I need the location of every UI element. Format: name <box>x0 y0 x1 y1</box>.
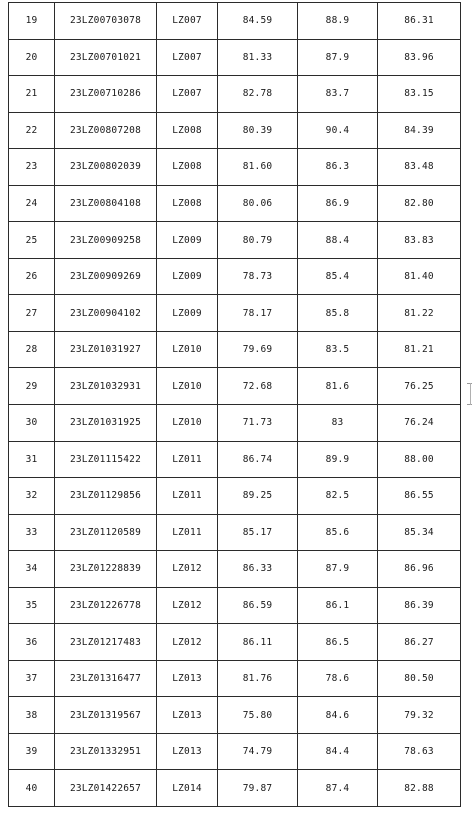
group-code-cell: LZ008 <box>157 185 218 222</box>
score-2-cell: 88.4 <box>298 222 378 259</box>
candidate-id-cell: 23LZ01031925 <box>55 405 157 442</box>
group-code-cell: LZ012 <box>157 551 218 588</box>
table-row <box>9 368 461 405</box>
candidate-id-cell: 23LZ01228839 <box>55 551 157 588</box>
table-row <box>9 295 461 332</box>
table-row <box>9 149 461 186</box>
group-code-cell: LZ007 <box>157 3 218 40</box>
row-number-cell: 27 <box>9 295 55 332</box>
total-score-cell: 81.21 <box>378 331 461 368</box>
candidate-id-cell: 23LZ01115422 <box>55 441 157 478</box>
table-row <box>9 185 461 222</box>
total-score-cell: 78.63 <box>378 733 461 770</box>
candidate-id-cell: 23LZ00703078 <box>55 3 157 40</box>
score-2-cell: 87.9 <box>298 39 378 76</box>
score-1-cell: 86.33 <box>218 551 298 588</box>
page-edge-tick <box>470 383 471 405</box>
score-1-cell: 80.79 <box>218 222 298 259</box>
score-2-cell: 85.4 <box>298 258 378 295</box>
row-number-cell: 28 <box>9 331 55 368</box>
group-code-cell: LZ009 <box>157 222 218 259</box>
table-row <box>9 697 461 734</box>
score-2-cell: 86.9 <box>298 185 378 222</box>
score-1-cell: 75.80 <box>218 697 298 734</box>
score-1-cell: 80.39 <box>218 112 298 149</box>
row-number-cell: 40 <box>9 770 55 807</box>
score-1-cell: 82.78 <box>218 76 298 113</box>
row-number-cell: 30 <box>9 405 55 442</box>
row-number-cell: 33 <box>9 514 55 551</box>
row-number-cell: 38 <box>9 697 55 734</box>
score-2-cell: 89.9 <box>298 441 378 478</box>
row-number-cell: 39 <box>9 733 55 770</box>
score-2-cell: 85.8 <box>298 295 378 332</box>
score-1-cell: 84.59 <box>218 3 298 40</box>
row-number-cell: 21 <box>9 76 55 113</box>
total-score-cell: 83.15 <box>378 76 461 113</box>
score-2-cell: 83.7 <box>298 76 378 113</box>
candidate-id-cell: 23LZ01120589 <box>55 514 157 551</box>
score-1-cell: 78.73 <box>218 258 298 295</box>
group-code-cell: LZ011 <box>157 441 218 478</box>
group-code-cell: LZ008 <box>157 149 218 186</box>
table-row <box>9 478 461 515</box>
candidate-id-cell: 23LZ01032931 <box>55 368 157 405</box>
table-row <box>9 3 461 40</box>
table-row <box>9 587 461 624</box>
score-2-cell: 90.4 <box>298 112 378 149</box>
score-1-cell: 89.25 <box>218 478 298 515</box>
score-2-cell: 78.6 <box>298 660 378 697</box>
score-1-cell: 86.59 <box>218 587 298 624</box>
row-number-cell: 34 <box>9 551 55 588</box>
group-code-cell: LZ011 <box>157 514 218 551</box>
row-number-cell: 31 <box>9 441 55 478</box>
row-number-cell: 19 <box>9 3 55 40</box>
row-number-cell: 22 <box>9 112 55 149</box>
score-1-cell: 78.17 <box>218 295 298 332</box>
total-score-cell: 81.22 <box>378 295 461 332</box>
total-score-cell: 83.48 <box>378 149 461 186</box>
group-code-cell: LZ013 <box>157 660 218 697</box>
group-code-cell: LZ007 <box>157 76 218 113</box>
group-code-cell: LZ010 <box>157 368 218 405</box>
candidate-id-cell: 23LZ01129856 <box>55 478 157 515</box>
table-row <box>9 660 461 697</box>
score-1-cell: 81.76 <box>218 660 298 697</box>
row-number-cell: 25 <box>9 222 55 259</box>
table-row <box>9 733 461 770</box>
score-1-cell: 86.74 <box>218 441 298 478</box>
score-2-cell: 87.9 <box>298 551 378 588</box>
group-code-cell: LZ010 <box>157 331 218 368</box>
table-row <box>9 441 461 478</box>
candidate-id-cell: 23LZ00904102 <box>55 295 157 332</box>
candidate-id-cell: 23LZ01316477 <box>55 660 157 697</box>
total-score-cell: 86.27 <box>378 624 461 661</box>
row-number-cell: 29 <box>9 368 55 405</box>
total-score-cell: 85.34 <box>378 514 461 551</box>
total-score-cell: 76.25 <box>378 368 461 405</box>
group-code-cell: LZ009 <box>157 258 218 295</box>
candidate-id-cell: 23LZ00909258 <box>55 222 157 259</box>
group-code-cell: LZ007 <box>157 39 218 76</box>
score-2-cell: 86.1 <box>298 587 378 624</box>
group-code-cell: LZ012 <box>157 587 218 624</box>
score-2-cell: 84.4 <box>298 733 378 770</box>
score-1-cell: 79.87 <box>218 770 298 807</box>
total-score-cell: 83.96 <box>378 39 461 76</box>
total-score-cell: 81.40 <box>378 258 461 295</box>
row-number-cell: 35 <box>9 587 55 624</box>
candidate-id-cell: 23LZ01031927 <box>55 331 157 368</box>
candidate-id-cell: 23LZ00804108 <box>55 185 157 222</box>
candidate-id-cell: 23LZ00807208 <box>55 112 157 149</box>
row-number-cell: 37 <box>9 660 55 697</box>
score-table-body <box>9 3 461 807</box>
total-score-cell: 86.96 <box>378 551 461 588</box>
candidate-id-cell: 23LZ01332951 <box>55 733 157 770</box>
total-score-cell: 82.88 <box>378 770 461 807</box>
table-row <box>9 258 461 295</box>
group-code-cell: LZ013 <box>157 697 218 734</box>
score-1-cell: 71.73 <box>218 405 298 442</box>
table-row <box>9 112 461 149</box>
score-2-cell: 83 <box>298 405 378 442</box>
table-row <box>9 331 461 368</box>
row-number-cell: 36 <box>9 624 55 661</box>
score-2-cell: 81.6 <box>298 368 378 405</box>
group-code-cell: LZ014 <box>157 770 218 807</box>
row-number-cell: 20 <box>9 39 55 76</box>
group-code-cell: LZ012 <box>157 624 218 661</box>
total-score-cell: 83.83 <box>378 222 461 259</box>
total-score-cell: 88.00 <box>378 441 461 478</box>
table-row <box>9 222 461 259</box>
table-row <box>9 514 461 551</box>
table-row <box>9 39 461 76</box>
score-table <box>8 2 461 807</box>
score-2-cell: 87.4 <box>298 770 378 807</box>
table-row <box>9 76 461 113</box>
total-score-cell: 79.32 <box>378 697 461 734</box>
total-score-cell: 86.55 <box>378 478 461 515</box>
score-1-cell: 80.06 <box>218 185 298 222</box>
score-2-cell: 86.5 <box>298 624 378 661</box>
group-code-cell: LZ009 <box>157 295 218 332</box>
score-1-cell: 86.11 <box>218 624 298 661</box>
total-score-cell: 80.50 <box>378 660 461 697</box>
candidate-id-cell: 23LZ00710286 <box>55 76 157 113</box>
candidate-id-cell: 23LZ01226778 <box>55 587 157 624</box>
score-1-cell: 85.17 <box>218 514 298 551</box>
candidate-id-cell: 23LZ00701021 <box>55 39 157 76</box>
group-code-cell: LZ008 <box>157 112 218 149</box>
candidate-id-cell: 23LZ01217483 <box>55 624 157 661</box>
score-2-cell: 84.6 <box>298 697 378 734</box>
total-score-cell: 76.24 <box>378 405 461 442</box>
total-score-cell: 86.39 <box>378 587 461 624</box>
group-code-cell: LZ010 <box>157 405 218 442</box>
group-code-cell: LZ013 <box>157 733 218 770</box>
candidate-id-cell: 23LZ01422657 <box>55 770 157 807</box>
row-number-cell: 26 <box>9 258 55 295</box>
score-1-cell: 81.33 <box>218 39 298 76</box>
score-2-cell: 83.5 <box>298 331 378 368</box>
score-1-cell: 81.60 <box>218 149 298 186</box>
candidate-id-cell: 23LZ00909269 <box>55 258 157 295</box>
row-number-cell: 32 <box>9 478 55 515</box>
table-row <box>9 624 461 661</box>
table-row <box>9 551 461 588</box>
candidate-id-cell: 23LZ00802039 <box>55 149 157 186</box>
score-2-cell: 86.3 <box>298 149 378 186</box>
score-2-cell: 82.5 <box>298 478 378 515</box>
table-row <box>9 770 461 807</box>
score-1-cell: 74.79 <box>218 733 298 770</box>
score-1-cell: 72.68 <box>218 368 298 405</box>
score-1-cell: 79.69 <box>218 331 298 368</box>
row-number-cell: 23 <box>9 149 55 186</box>
table-row <box>9 405 461 442</box>
total-score-cell: 82.80 <box>378 185 461 222</box>
total-score-cell: 84.39 <box>378 112 461 149</box>
total-score-cell: 86.31 <box>378 3 461 40</box>
candidate-id-cell: 23LZ01319567 <box>55 697 157 734</box>
score-2-cell: 85.6 <box>298 514 378 551</box>
score-2-cell: 88.9 <box>298 3 378 40</box>
row-number-cell: 24 <box>9 185 55 222</box>
group-code-cell: LZ011 <box>157 478 218 515</box>
